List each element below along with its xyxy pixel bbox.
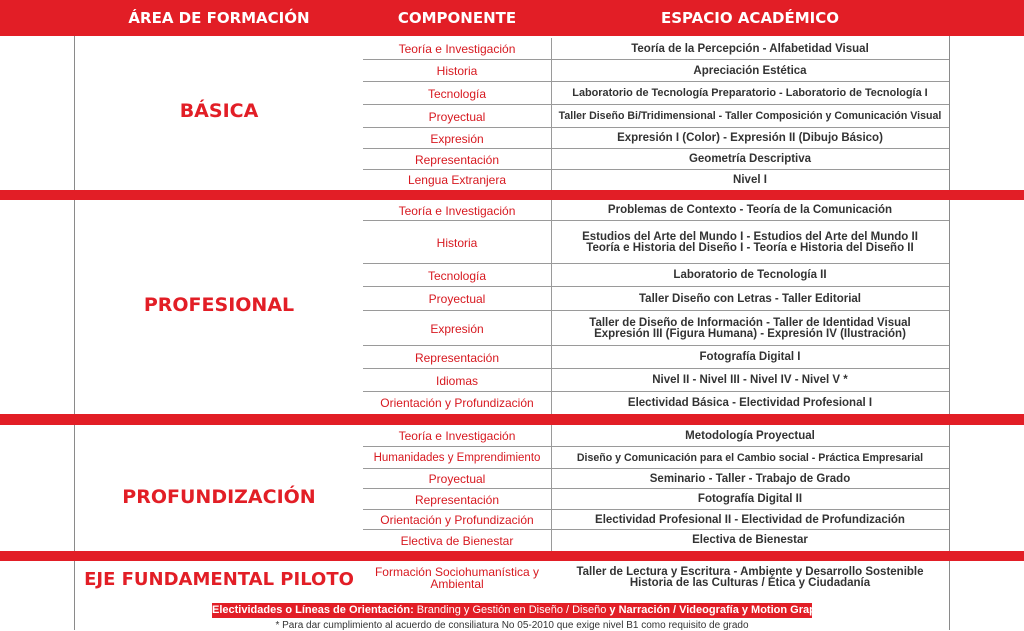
table-row (363, 469, 949, 489)
footnote: * Para dar cumplimiento al acuerdo de consiliatura No 05-2010 que exige nivel B1 como requisito de grado (275, 620, 749, 631)
table-header (0, 0, 1024, 36)
componente-cell: Tecnología (427, 268, 487, 283)
table-row (363, 128, 949, 149)
area-profesional-label: PROFESIONAL (143, 294, 295, 316)
componente-cell: Representación (414, 492, 500, 507)
espacio-cell: Laboratorio de Tecnología Preparatorio - Laboratorio de Tecnología I (572, 87, 928, 99)
componente-cell: Representación (414, 152, 500, 167)
espacio-cell: Fotografía Digital I (699, 351, 801, 363)
espacio-cell: Metodología Proyectual (685, 429, 815, 442)
componente-cell: Historia (436, 64, 478, 78)
componente-cell: Expresión (430, 131, 484, 146)
espacio-line-1: Estudios del Arte del Mundo I - Estudios del Arte del Mundo II (582, 230, 918, 243)
table-row (363, 392, 949, 414)
componente-cell: Orientación y Profundización (380, 396, 534, 410)
espacio-cell: Taller Diseño Bi/Tridimensional - Taller Composición y Comunicación Visual (558, 110, 942, 122)
section-divider (0, 551, 1024, 561)
header-area: ÁREA DE FORMACIÓN (128, 9, 310, 27)
electividades-bar (212, 603, 838, 618)
espacio-cell: Electividad Básica - Electividad Profesional I (627, 396, 873, 409)
componente-cell: Historia (436, 235, 478, 250)
componente-cell: Teoría e Investigación (398, 429, 516, 443)
left-border (74, 36, 75, 630)
espacio-line-2: Teoría e Historia del Diseño I - Teoría e Historia del Diseño II (586, 241, 914, 254)
area-basica-label: BÁSICA (179, 100, 259, 122)
espacio-cell: Electividad Profesional II - Electividad de Profundización (595, 513, 905, 526)
table-row (363, 149, 949, 170)
table-row (363, 170, 949, 190)
componente-cell: Teoría e Investigación (398, 42, 516, 56)
eje-componente-line-1: Formación Sociohumanística y (374, 565, 540, 579)
espacio-cell: Expresión I (Color) - Expresión II (Dibujo Básico) (617, 132, 883, 144)
header-espacio: ESPACIO ACADÉMICO (660, 9, 840, 27)
componente-cell: Lengua Extranjera (407, 173, 507, 187)
table-row (363, 200, 949, 221)
section-divider (0, 190, 1024, 200)
componente-cell: Humanidades y Emprendimiento (373, 452, 541, 464)
table-row (363, 425, 949, 447)
espacio-cell: Laboratorio de Tecnología II (673, 269, 827, 281)
componente-cell: Proyectual (428, 109, 486, 124)
table-row (363, 264, 949, 287)
espacio-cell: Taller Diseño con Letras - Taller Editorial (639, 292, 861, 305)
espacio-cell: Diseño y Comunicación para el Cambio social - Práctica Empresarial (576, 451, 924, 464)
table-row (363, 38, 949, 60)
componente-cell: Proyectual (428, 472, 486, 486)
espacio-cell: Fotografía Digital II (697, 493, 803, 505)
table-row (363, 530, 949, 551)
right-border (949, 36, 950, 630)
componente-cell: Expresión (430, 321, 484, 336)
espacio-cell: Apreciación Estética (693, 64, 807, 77)
espacio-cell (551, 221, 949, 264)
area-profundizacion-label: PROFUNDIZACIÓN (122, 486, 316, 508)
table-row (363, 346, 949, 369)
espacio-cell (551, 311, 949, 346)
table-row (363, 510, 949, 530)
table-row (363, 311, 949, 346)
espacio-cell: Geometría Descriptiva (688, 153, 812, 165)
componente-cell: Representación (414, 350, 500, 365)
espacio-line-2: Expresión III (Figura Humana) - Expresión IV (Ilustración) (594, 327, 906, 340)
table-row (363, 489, 949, 510)
espacio-cell: Teoría de la Percepción - Alfabetidad Visual (631, 42, 869, 55)
espacio-cell: Electiva de Bienestar (692, 534, 808, 546)
eje-espacio-line-1: Taller de Lectura y Escritura - Ambiente y Desarrollo Sostenible (576, 566, 924, 578)
eje-espacio (551, 567, 949, 589)
componente-cell: Electiva de Bienestar (400, 533, 514, 548)
eje-espacio-line-2: Historia de las Culturas / Ética y Ciudadanía (629, 577, 871, 589)
espacio-cell: Seminario - Taller - Trabajo de Grado (649, 472, 851, 485)
table-row (363, 105, 949, 128)
table-row (363, 287, 949, 311)
espacio-line-1: Taller de Diseño de Información - Taller de Identidad Visual (589, 316, 911, 329)
table-row (363, 369, 949, 392)
espacio-cell: Nivel II - Nivel III - Nivel IV - Nivel V * (652, 374, 848, 386)
espacio-cell: Problemas de Contexto - Teoría de la Comunicación (607, 204, 893, 216)
section-divider (0, 414, 1024, 425)
header-componente: COMPONENTE (397, 9, 517, 27)
componente-cell: Orientación y Profundización (380, 513, 534, 527)
componente-cell: Proyectual (428, 292, 486, 306)
electividades-part2: y Narración / Videografía y Motion Graphics (609, 604, 838, 616)
electividades-part1: Branding y Gestión en Diseño / Diseño (416, 604, 607, 616)
table-row (363, 82, 949, 105)
table-row (363, 60, 949, 82)
componente-cell: Tecnología (427, 86, 487, 101)
componente-cell: Idiomas (435, 373, 479, 388)
table-row (363, 447, 949, 469)
espacio-cell: Nivel I (733, 173, 767, 186)
eje-componente-line-2: Ambiental (430, 577, 484, 591)
eje-label: EJE FUNDAMENTAL PILOTO (84, 569, 354, 590)
electividades-label: Electividades o Líneas de Orientación: (212, 604, 414, 616)
eje-componente (363, 566, 551, 590)
table-row (363, 221, 949, 264)
componente-cell: Teoría e Investigación (398, 203, 516, 218)
